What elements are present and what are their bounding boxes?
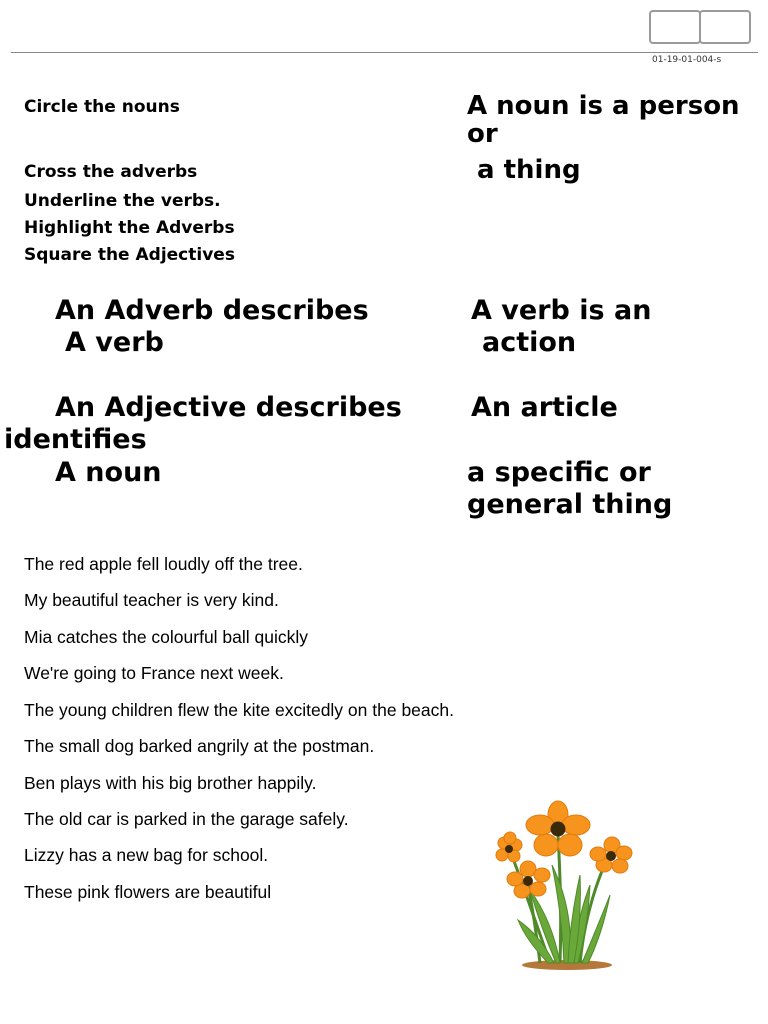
sentence-5: The young children flew the kite excitedly on the beach.	[24, 700, 454, 720]
header-rule	[11, 52, 758, 53]
adverb-definition-line2: A verb	[65, 327, 164, 358]
sentence-4: We're going to France next week.	[24, 663, 284, 683]
instruction-underline-verbs: Underline the verbs.	[24, 191, 221, 211]
verb-definition-line2: action	[482, 327, 577, 358]
answer-box-right	[699, 10, 751, 44]
instruction-circle-nouns: Circle the nouns	[24, 97, 180, 117]
noun-definition-line2: or	[467, 119, 498, 149]
sentence-1: The red apple fell loudly off the tree.	[24, 554, 303, 574]
article-definition-line3: general thing	[467, 489, 673, 520]
big-flower	[526, 801, 590, 856]
adjective-definition-line3: A noun	[55, 457, 162, 488]
sentence-8: The old car is parked in the garage safely.	[24, 809, 349, 829]
answer-box-left	[649, 10, 701, 44]
sentence-2: My beautiful teacher is very kind.	[24, 590, 279, 610]
small-flower-left	[496, 832, 522, 862]
sentence-10: These pink flowers are beautiful	[24, 882, 272, 902]
article-definition-line2: a specific or	[467, 457, 651, 488]
instruction-cross-adverbs: Cross the adverbs	[24, 162, 198, 182]
adjective-definition-line1: An Adjective describes	[55, 392, 402, 423]
sentence-7: Ben plays with his big brother happily.	[24, 773, 317, 793]
sentence-3: Mia catches the colourful ball quickly	[24, 627, 309, 647]
verb-definition-line1: A verb is an	[471, 295, 652, 326]
instruction-highlight-adverbs: Highlight the Adverbs	[24, 218, 235, 238]
flower-clipart	[490, 795, 635, 970]
flower-lower-left	[507, 861, 550, 898]
worksheet-code: 01-19-01-004-s	[652, 55, 722, 65]
right-flower	[590, 837, 632, 873]
adverb-definition-line1: An Adverb describes	[55, 295, 369, 326]
noun-definition-line1: A noun is a person	[467, 91, 740, 121]
noun-definition-line3: a thing	[477, 155, 581, 185]
sentence-9: Lizzy has a new bag for school.	[24, 845, 269, 865]
adjective-definition-line2: identifies	[4, 424, 147, 455]
sentence-6: The small dog barked angrily at the postman.	[24, 736, 375, 756]
article-definition-line1: An article	[471, 392, 618, 423]
instruction-square-adjectives: Square the Adjectives	[24, 245, 235, 265]
